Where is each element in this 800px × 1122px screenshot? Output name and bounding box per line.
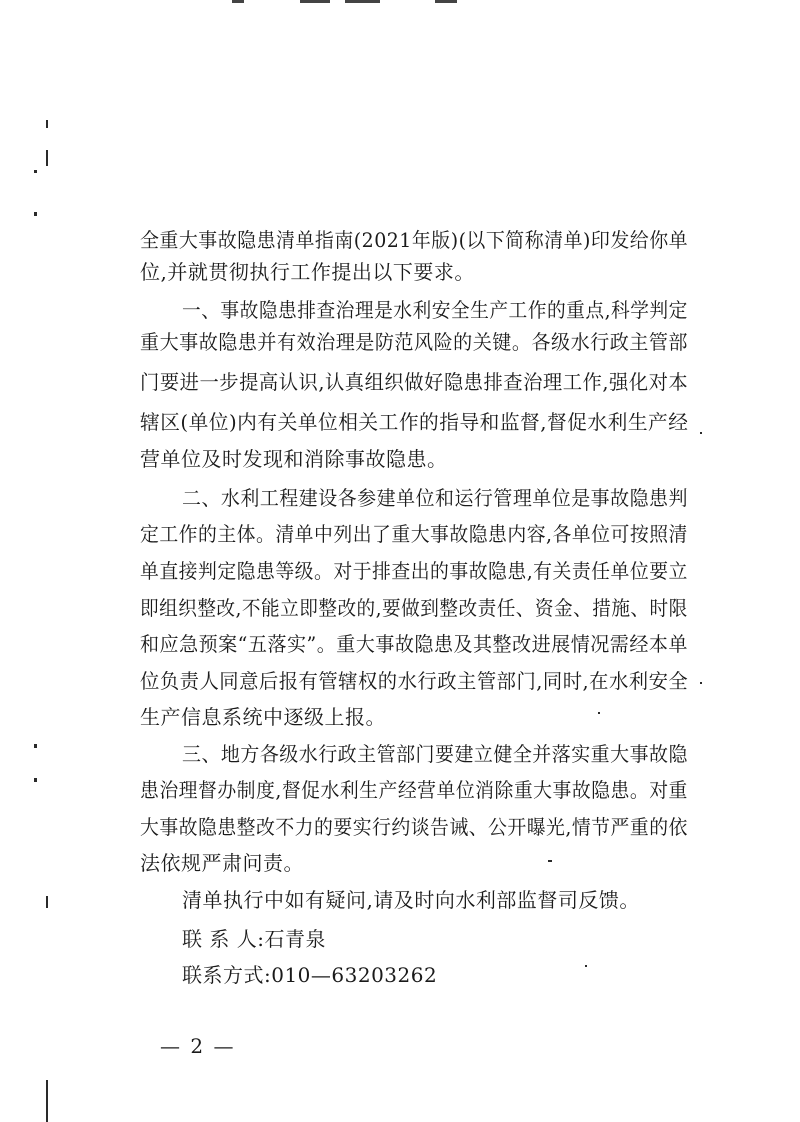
scan-speck xyxy=(548,860,552,862)
paragraph-line: 营单位及时发现和消除事故隐患。 xyxy=(140,447,448,471)
scan-margin-mark xyxy=(34,170,37,173)
paragraph-line: 二、水利工程建设各参建单位和运行管理单位是事故隐患判 xyxy=(182,486,688,510)
paragraph-line: 生产信息系统中逐级上报。 xyxy=(140,705,386,729)
scan-margin-mark xyxy=(34,778,37,782)
scan-speck xyxy=(700,432,702,434)
scan-margin-mark xyxy=(46,120,48,128)
contact-phone: 联系方式:010—63203262 xyxy=(182,963,438,987)
paragraph-line: 辖区(单位)内有关单位相关工作的指导和监督,督促水利生产经 xyxy=(140,410,689,434)
scan-margin-mark xyxy=(34,212,37,216)
scan-margin-mark xyxy=(46,1080,48,1122)
paragraph-line: 大事故隐患整改不力的要实行约谈告诫、公开曝光,情节严重的依 xyxy=(140,815,688,839)
scan-speck xyxy=(585,965,587,967)
scan-speck xyxy=(598,712,600,714)
paragraph-line: 和应急预案“五落实”。重大事故隐患及其整改进展情况需经本单 xyxy=(140,632,688,656)
scan-edge-mark xyxy=(345,0,380,3)
paragraph-line: 清单执行中如有疑问,请及时向水利部监督司反馈。 xyxy=(182,888,640,912)
page-number: — 2 — xyxy=(160,1034,236,1058)
scan-edge-mark xyxy=(435,0,457,3)
paragraph-line: 重大事故隐患并有效治理是防范风险的关键。各级水行政主管部 xyxy=(140,330,688,354)
scan-edge-mark xyxy=(300,0,330,3)
paragraph-line: 患治理督办制度,督促水利生产经营单位消除重大事故隐患。对重 xyxy=(140,778,688,802)
scan-margin-mark xyxy=(46,896,48,908)
contact-person: 联 系 人:石青泉 xyxy=(182,927,326,951)
paragraph-line: 全重大事故隐患清单指南(2021年版)(以下简称清单)印发给你单 xyxy=(140,228,689,252)
paragraph-line: 单直接判定隐患等级。对于排查出的事故隐患,有关责任单位要立 xyxy=(140,559,688,583)
scan-speck xyxy=(700,682,702,684)
paragraph-line: 位负责人同意后报有管辖权的水行政主管部门,同时,在水利安全 xyxy=(140,669,689,693)
paragraph-line: 即组织整改,不能立即整改的,要做到整改责任、资金、措施、时限 xyxy=(140,596,688,620)
scan-edge-mark xyxy=(232,0,244,3)
scan-margin-mark xyxy=(34,744,37,748)
paragraph-line: 定工作的主体。清单中列出了重大事故隐患内容,各单位可按照清 xyxy=(140,522,688,546)
paragraph-line: 位,并就贯彻执行工作提出以下要求。 xyxy=(140,260,475,284)
paragraph-line: 一、事故隐患排查治理是水利安全生产工作的重点,科学判定 xyxy=(182,298,688,322)
paragraph-line: 门要进一步提高认识,认真组织做好隐患排查治理工作,强化对本 xyxy=(140,370,689,394)
paragraph-line: 三、地方各级水行政主管部门要建立健全并落实重大事故隐 xyxy=(182,742,688,766)
scan-margin-mark xyxy=(46,150,48,166)
paragraph-line: 法依规严肃问责。 xyxy=(140,851,304,875)
